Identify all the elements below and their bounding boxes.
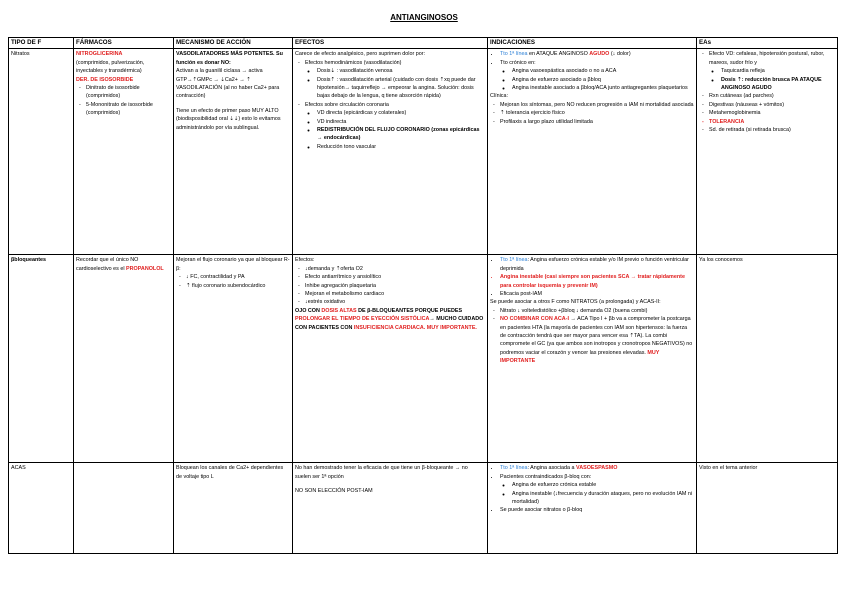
cell-farmacos — [74, 255, 174, 463]
list-item: - ⇡ tolerancia ejercicio físico — [500, 109, 694, 117]
list-item: - ↓demanda y ⇡oferta O2 — [305, 265, 485, 273]
text-block: Carece de efecto analgésico, pero suprimen dolor por: — [295, 51, 426, 58]
cell-mecanismo — [174, 49, 293, 255]
cell-efectos — [293, 255, 488, 463]
cell-eas: Visto en el tema anterior — [697, 463, 838, 554]
page-title: ANTIANGINOSOS — [390, 13, 458, 22]
text-block: Se puede asociar a otros F como NITRATOS (a prolongada) y ACAS-II: — [490, 299, 661, 306]
list-item: - Profilaxis a largo plazo utilidad limitada — [500, 118, 694, 126]
list-item: • Pacientes contraindicados β-bloq con: ◦ Angina de esfuerzo crónica estable ◦ Angina inestable (↓frecuencia y duración ataques, pero no evolución IAM ni mortalidad) — [500, 473, 694, 507]
list-item: - Efecto VD: cefaleas, hipotensión postural, rubor, mareos, sudor frío y ◦ Taquicardia refleja ◦ Dosis ⇡: reducción brusca PA ATAQUE ANGINOSO AGUDO — [709, 50, 835, 92]
drug-name: DER. DE ISOSORBIDE — [76, 76, 134, 83]
list-item: • Tto crónico en: ◦ Angina vasoespástica asociado o no a ACA ◦ Angina de esfuerzo asociado a βbloq ◦ Angina inestable asociado a βbloq/ACA junto antiagregantes plaquetarios — [500, 59, 694, 93]
cell-efectos — [293, 463, 488, 554]
list-item: - Inhibe agregación plaquetaria — [305, 282, 485, 290]
cell-eas: Ya los conocemos — [697, 255, 838, 463]
list-item: • Eficacia post-IAM — [500, 290, 694, 298]
list-item: - ⇡ flujo coronario subendocárdico — [186, 282, 290, 290]
text-block: Mejoran el flujo coronario ya que al bloquear R-β: — [176, 257, 290, 272]
list-item: - Efecto antiarrítmico y ansiolítico — [305, 273, 485, 281]
header-mecanismo: MECANISMO DE ACCIÓN — [174, 38, 293, 49]
list-item: ◦ Dosis⇣ : vasodilatación venosa — [317, 67, 485, 75]
text-block: Recordar que el único NO cardioselectivo es el PROPANOLOL — [76, 257, 164, 272]
header-tipo: TIPO DE F — [9, 38, 74, 49]
list-item: ◦ Angina de esfuerzo asociado a βbloq — [512, 76, 694, 84]
cell-indicaciones — [488, 255, 697, 463]
list-item: • Tto 1ª línea: Angina asociada a VASOESPASMO — [500, 464, 694, 472]
drug-name: NITROGLICERINA — [76, 51, 123, 58]
list-item: ◦ Dosis ⇡: reducción brusca PA ATAQUE ANGINOSO AGUDO — [721, 76, 835, 93]
text-block: Activan a la guanilil ciclasa → activa GTP→⇡GMPc → ⇣Ca2+ → ⇡ VASODILATACIÓN (al no haber Ca2+ para contracción) — [176, 68, 280, 100]
list-item: - Rxn cutáneas (ad parches) — [709, 92, 835, 100]
list-item: ◦ Angina inestable (↓frecuencia y duración ataques, pero no evolución IAM ni mortalidad) — [512, 490, 694, 507]
list-item: • Angina inestable (casi siempre son pacientes SCA → tratar rápidamente para controlar isquemia y prevenir IM) — [500, 273, 694, 290]
list-item: - Nitrato ↓ volteledistólico +βbloq ↓ demanda O2 (buena combi) — [500, 307, 694, 315]
list-item: - Efectos sobre circulación coronaria ◦ VD directa (epicárdicas y colaterales) ◦ VD indirecta ◦ REDISTRIBUCIÓN DEL FLUJO CORONARIO (zonas epicárdicas → endocárdicas) ◦ Reducción tono vascular — [305, 101, 485, 151]
cell-efectos — [293, 49, 488, 255]
list-item: - Digestivas (náuseas + vómitos) — [709, 101, 835, 109]
cell-tipo: ACAS — [9, 463, 74, 554]
list-item: - TOLERANCIA — [709, 118, 835, 126]
text-block: Tiene un efecto de primer paso MUY ALTO (biodisposibilidad oral ⇣⇣) esto lo evitamos administrándolo por vía sublingual. — [176, 107, 281, 131]
list-item: ◦ VD directa (epicárdicas y colaterales) — [317, 109, 485, 117]
text-block: VASODILATADORES MÁS POTENTES. Su función es donar NO: — [176, 51, 283, 66]
list-item: • Tto 1ª línea en ATAQUE ANGINOSO AGUDO (↓ dolor) — [500, 50, 694, 58]
text-block: NO SON ELECCIÓN POST-IAM — [295, 488, 373, 495]
header-row — [9, 38, 838, 49]
list-item: - 5-Mononitrato de isosorbide (comprimidos) — [86, 101, 171, 118]
cell-farmacos — [74, 463, 174, 554]
list-item: - Dinitrato de isosorbide (comprimidos) — [86, 84, 171, 101]
text-block: Efectos: — [295, 257, 315, 264]
list-item: - Efectos hemodinámicos (vasodilatación) ◦ Dosis⇣ : vasodilatación venosa ◦ Dosis⇡ : vasodilatación arterial (cuidado con dosis ⇡xq puede dar hipotensión→ taquirreflejo → empeorar la angina. Solución: dosis bajas debajo de la lengua, q tiene absorción rápida) — [305, 59, 485, 101]
text-block: No han demostrado tener la eficacia de que tiene un β-bloqueante → no suelen ser 1ª opción — [295, 465, 468, 480]
header-indicaciones: INDICACIONES — [488, 38, 697, 49]
list-item: ◦ REDISTRIBUCIÓN DEL FLUJO CORONARIO (zonas epicárdicas → endocárdicas) — [317, 126, 485, 143]
list-item: - Mejoran el metabolismo cardiaco — [305, 290, 485, 298]
header-eas: EAs — [697, 38, 838, 49]
cell-eas — [697, 49, 838, 255]
list-item: ◦ Angina vasoespástica asociado o no a ACA — [512, 67, 694, 75]
row-betabloqueantes — [9, 255, 838, 463]
list-item: ◦ Reducción tono vascular — [317, 143, 485, 151]
list-item: - Mejoran los síntomas, pero NO reducen progresión a IAM ni mortalidad asociada — [500, 101, 694, 109]
row-acas — [9, 463, 838, 554]
cell-mecanismo: Bloquean los canales de Ca2+ dependientes de voltaje tipo L — [174, 463, 293, 554]
cell-tipo: Nitratos — [9, 49, 74, 255]
list-item: ◦ Taquicardia refleja — [721, 67, 835, 75]
list-item: ◦ VD indirecta — [317, 118, 485, 126]
list-item: ◦ Angina inestable asociado a βbloq/ACA junto antiagregantes plaquetarios — [512, 84, 694, 92]
list-item: ◦ Dosis⇡ : vasodilatación arterial (cuidado con dosis ⇡xq puede dar hipotensión→ taquirreflejo → empeorar la angina. Solución: dosis bajas debajo de la lengua, q tiene absorción rápida) — [317, 76, 485, 101]
list-item: • Se puede asociar nitratos o β-bloq — [500, 506, 694, 514]
list-item: ◦ Angina de esfuerzo crónica estable — [512, 481, 694, 489]
header-efectos: EFECTOS — [293, 38, 488, 49]
list-item: - Metahemoglobinemia — [709, 109, 835, 117]
drug-forms: (comprimidos, pulverización, inyectables y transdérmica) — [76, 59, 145, 75]
cell-indicaciones — [488, 49, 697, 255]
row-nitratos — [9, 49, 838, 255]
cell-mecanismo — [174, 255, 293, 463]
list-item: - Sd. de retirada (si retirada brusca) — [709, 126, 835, 134]
warning-text: OJO CON DOSIS ALTAS DE β-BLOQUEANTES PORQUE PUEDES PROLONGAR EL TIEMPO DE EYECCIÓN SISTÓLICA→ MUCHO CUIDADO CON PACIENTES CON INSUFICIENCIA CARDIACA. MUY IMPORTANTE. — [295, 307, 484, 331]
cell-farmacos — [74, 49, 174, 255]
header-farmacos: FÁRMACOS — [74, 38, 174, 49]
list-item: - ↓ FC, contractilidad y PA — [186, 273, 290, 281]
text-block: Clínica: — [490, 93, 508, 100]
list-item: • Tto 1ª línea: Angina esfuerzo crónica estable y/o IM previo o función ventricular deprimida — [500, 256, 694, 273]
cell-indicaciones — [488, 463, 697, 554]
cell-tipo: βbloqueantes — [9, 255, 74, 463]
list-item: - ↓estrés oxidativo — [305, 298, 485, 306]
antianginosos-table — [8, 37, 838, 554]
list-item: - NO COMBINAR CON ACA-I → ACA Tipo I + βb va a comprometer la postcarga en pacientes HTA (la mayoría de pacientes con IAM son hipertensos: la fuerza de contracción tendrá que ser mayor para vencer esa ⇡TA). La combi compromete el GC (ya que ambos son inotropos y cronotropos NEGATIVOS) no podremos vaciar el corazón y vencer las presiones elevadas. MUY IMPORTANTE — [500, 315, 694, 365]
